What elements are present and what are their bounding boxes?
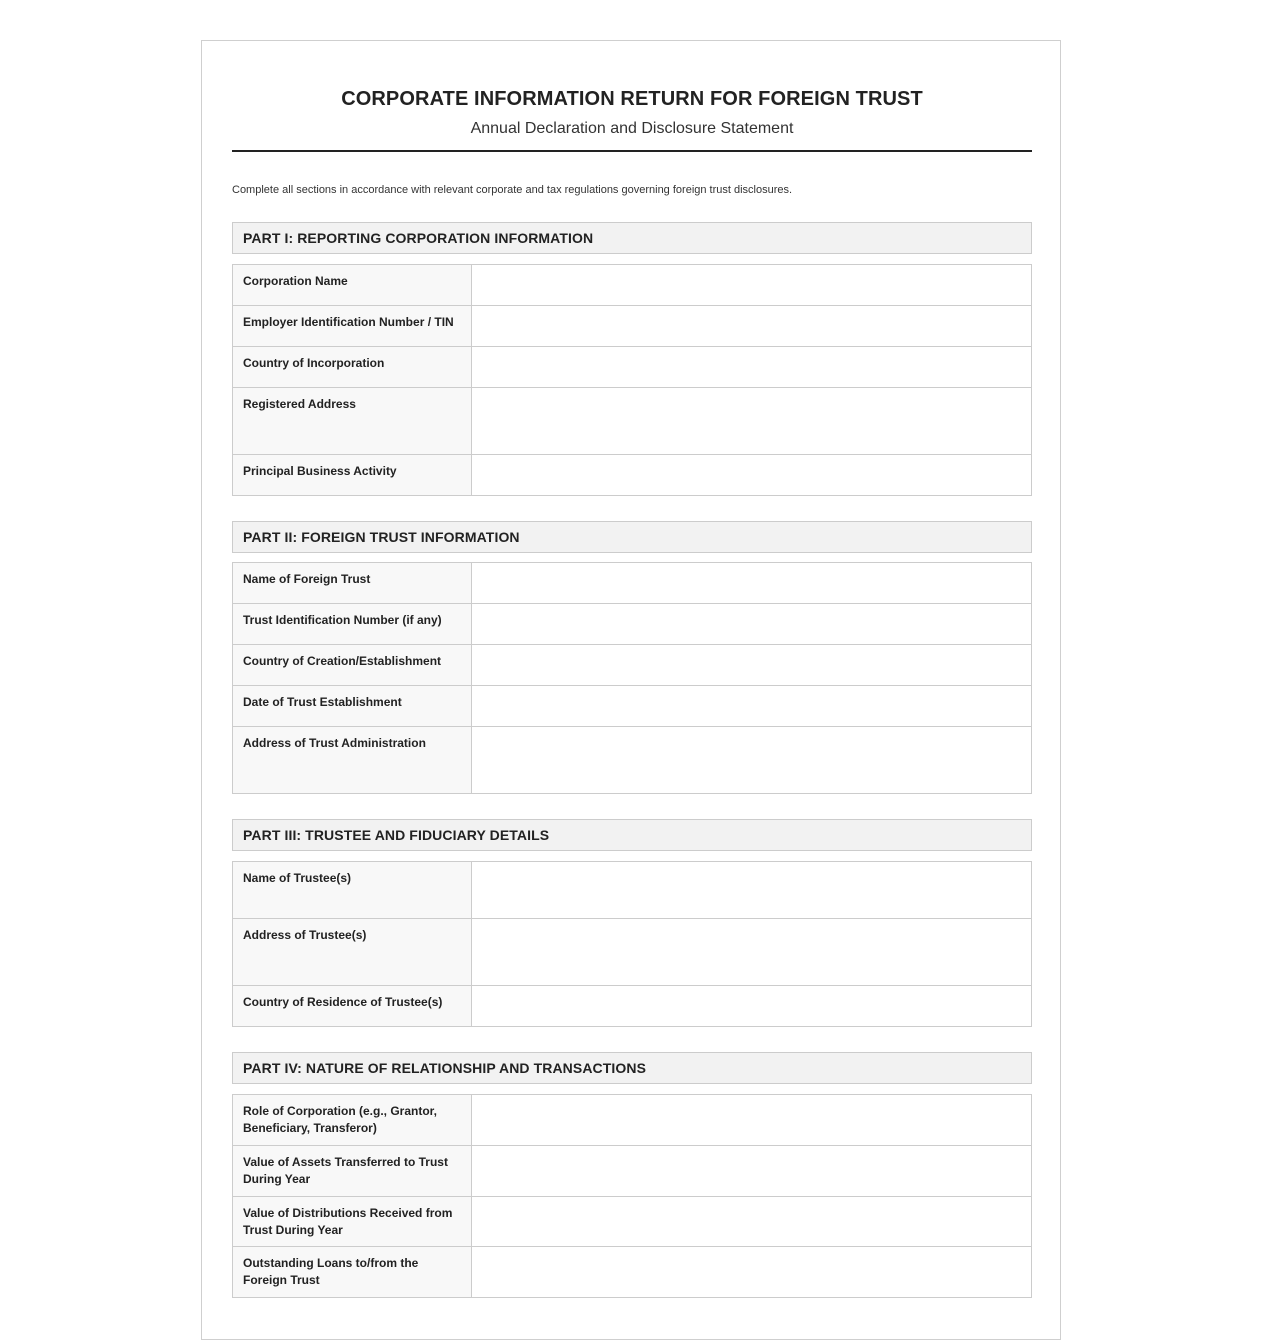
distributions-received-field[interactable] [472, 1197, 1032, 1247]
field-label: Outstanding Loans to/from the Foreign Trust [243, 1256, 419, 1287]
trust-administration-address-field[interactable] [472, 727, 1032, 794]
document-title: CORPORATE INFORMATION RETURN FOR FOREIGN TRUST [341, 88, 923, 110]
field-label-cell [233, 986, 472, 1027]
field-label-cell [233, 265, 472, 306]
fields-table-part-3 [232, 861, 1032, 1027]
field-label: Address of Trustee(s) [243, 928, 367, 942]
trust-id-number-field[interactable] [472, 604, 1032, 645]
intro-text: Complete all sections in accordance with relevant corporate and tax regulations governing foreign trust disclosures. [232, 184, 793, 196]
field-row-country-of-incorporation [233, 347, 1032, 388]
field-label: Date of Trust Establishment [243, 695, 402, 709]
field-label-cell [233, 604, 472, 645]
field-label-cell [233, 919, 472, 986]
field-label-cell [233, 1247, 472, 1298]
registered-address-field[interactable] [472, 388, 1032, 455]
corporation-name-field[interactable] [472, 265, 1032, 306]
form-page [201, 40, 1061, 1340]
trust-establishment-date-field[interactable] [472, 686, 1032, 727]
field-label: Employer Identification Number / TIN [243, 315, 454, 329]
field-label-cell [233, 563, 472, 604]
trust-name-field[interactable] [472, 563, 1032, 604]
field-row-distributions-received [233, 1197, 1032, 1247]
field-label-cell [233, 306, 472, 347]
trustee-addresses-field[interactable] [472, 919, 1032, 986]
field-label: Principal Business Activity [243, 464, 397, 478]
field-row-corporation-role [233, 1095, 1032, 1146]
section-heading-part-1: PART I: REPORTING CORPORATION INFORMATION [232, 222, 1032, 254]
fields-table-part-2 [232, 562, 1032, 794]
field-label: Corporation Name [243, 274, 348, 288]
field-label: Value of Assets Transferred to Trust During Year [243, 1155, 448, 1186]
field-label-cell [233, 455, 472, 496]
field-row-ein-tin [233, 306, 1032, 347]
assets-transferred-field[interactable] [472, 1146, 1032, 1197]
trustee-residence-country-field[interactable] [472, 986, 1032, 1027]
field-row-principal-business-activity [233, 455, 1032, 496]
section-heading-part-4: PART IV: NATURE OF RELATIONSHIP AND TRANSACTIONS [232, 1052, 1032, 1084]
country-of-creation-field[interactable] [472, 645, 1032, 686]
field-row-outstanding-loans [233, 1247, 1032, 1298]
field-row-country-of-creation [233, 645, 1032, 686]
field-label-cell [233, 1095, 472, 1146]
document-header [232, 41, 1032, 152]
section-heading-part-3: PART III: TRUSTEE AND FIDUCIARY DETAILS [232, 819, 1032, 851]
fields-table-part-4 [232, 1094, 1032, 1298]
field-label: Address of Trust Administration [243, 736, 426, 750]
field-row-trustee-names [233, 862, 1032, 919]
field-label: Value of Distributions Received from Trust During Year [243, 1206, 453, 1237]
field-label-cell [233, 645, 472, 686]
field-row-registered-address [233, 388, 1032, 455]
field-label-cell [233, 347, 472, 388]
field-row-trustee-residence-country [233, 986, 1032, 1027]
ein-tin-field[interactable] [472, 306, 1032, 347]
field-label-cell [233, 1146, 472, 1197]
field-label-cell [233, 1197, 472, 1247]
field-row-trust-establishment-date [233, 686, 1032, 727]
field-label: Country of Residence of Trustee(s) [243, 995, 443, 1009]
principal-business-activity-field[interactable] [472, 455, 1032, 496]
field-label: Role of Corporation (e.g., Grantor, Beneficiary, Transferor) [243, 1104, 438, 1135]
field-label: Registered Address [243, 397, 356, 411]
field-row-trust-name [233, 563, 1032, 604]
fields-table-part-1 [232, 264, 1032, 496]
field-row-trustee-addresses [233, 919, 1032, 986]
field-label: Name of Trustee(s) [243, 871, 352, 885]
field-label: Trust Identification Number (if any) [243, 613, 442, 627]
country-of-incorporation-field[interactable] [472, 347, 1032, 388]
document-subtitle: Annual Declaration and Disclosure Statement [470, 120, 794, 137]
field-label-cell [233, 388, 472, 455]
section-heading-part-2: PART II: FOREIGN TRUST INFORMATION [232, 521, 1032, 553]
trustee-names-field[interactable] [472, 862, 1032, 919]
field-label: Name of Foreign Trust [243, 572, 371, 586]
field-label: Country of Incorporation [243, 356, 385, 370]
field-label: Country of Creation/Establishment [243, 654, 442, 668]
field-row-assets-transferred [233, 1146, 1032, 1197]
field-label-cell [233, 862, 472, 919]
field-label-cell [233, 686, 472, 727]
corporation-role-field[interactable] [472, 1095, 1032, 1146]
field-label-cell [233, 727, 472, 794]
field-row-trust-id-number [233, 604, 1032, 645]
field-row-trust-administration-address [233, 727, 1032, 794]
field-row-corporation-name [233, 265, 1032, 306]
outstanding-loans-field[interactable] [472, 1247, 1032, 1298]
